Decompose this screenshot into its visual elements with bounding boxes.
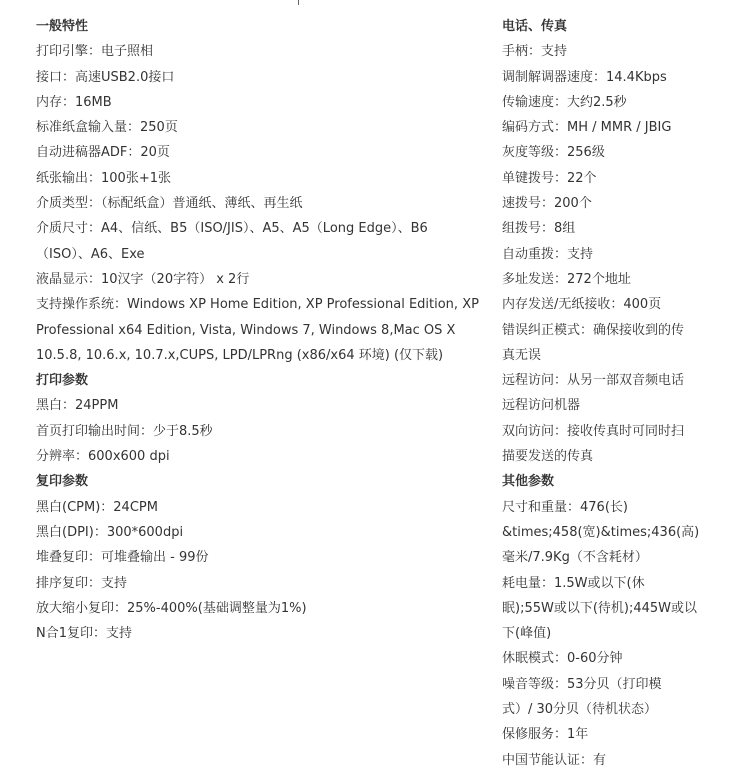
- spec-line: 耗电量：1.5W或以下(休: [502, 575, 645, 591]
- section-heading: 复印参数: [36, 474, 89, 490]
- spec-line: 休眠模式：0-60分钟: [502, 651, 623, 667]
- spec-line: 内存发送/无纸接收：400页: [502, 297, 662, 313]
- spec-line: 速拨号：200个: [502, 196, 592, 212]
- spec-line: 毫米/7.9Kg（不含耗材）: [502, 550, 648, 566]
- spec-line: 排序复印：支持: [36, 575, 128, 591]
- spec-line: 远程访问：从另一部双音频电话: [502, 373, 685, 389]
- section-heading: 一般特性: [36, 19, 89, 34]
- spec-line: &times;458(宽)&times;436(高): [502, 524, 700, 540]
- top-divider-tick: [298, 0, 299, 5]
- spec-line: 首页打印输出时间：少于8.5秒: [36, 423, 213, 439]
- spec-line: 单键拨号：22个: [502, 170, 597, 186]
- spec-line: 支持操作系统：Windows XP Home Edition, XP Professional Edition, XP: [36, 297, 479, 313]
- spec-line: 真无误: [502, 347, 542, 363]
- spec-line: 远程访问机器: [502, 398, 581, 414]
- spec-line: 内存：16MB: [36, 94, 112, 110]
- spec-line: 黑白(DPI)：300*600dpi: [36, 524, 184, 540]
- spec-line: 组拨号：8组: [502, 221, 576, 237]
- spec-line: 分辨率：600x600 dpi: [36, 449, 170, 465]
- spec-line: 双向访问：接收传真时可同时扫: [502, 423, 685, 439]
- spec-line: 式）/ 30分贝（待机状态）: [502, 702, 658, 718]
- spec-line: 打印引擎：电子照相: [36, 44, 154, 60]
- spec-line: 下(峰值): [502, 626, 552, 642]
- spec-line: 堆叠复印：可堆叠输出 - 99份: [36, 550, 209, 566]
- spec-line: N合1复印：支持: [36, 626, 132, 642]
- spec-line: 保修服务：1年: [502, 727, 589, 743]
- spec-line: 自动进稿器ADF：20页: [36, 145, 170, 161]
- spec-line: 编码方式：MH / MMR / JBIG: [502, 120, 672, 136]
- spec-line: 错误纠正模式：确保接收到的传: [502, 322, 685, 338]
- spec-line: 多址发送：272个地址: [502, 271, 631, 287]
- spec-line: 灰度等级：256级: [502, 145, 605, 161]
- spec-line: 液晶显示：10汉字（20字符） x 2行: [36, 271, 250, 287]
- spec-line: 调制解调器速度：14.4Kbps: [502, 69, 667, 85]
- spec-line: 标准纸盒输入量：250页: [36, 120, 178, 136]
- spec-line: 自动重拨：支持: [502, 246, 594, 262]
- spec-line: 接口：高速USB2.0接口: [36, 69, 175, 85]
- spec-line: 尺寸和重量：476(长): [502, 499, 628, 515]
- section-heading: 打印参数: [36, 373, 89, 389]
- spec-line: 10.5.8, 10.6.x, 10.7.x,CUPS, LPD/LPRng (x86/x64 环境) (仅下载): [36, 347, 444, 363]
- spec-line: Professional x64 Edition, Vista, Windows 7, Windows 8,Mac OS X: [36, 322, 456, 338]
- spec-line: 噪音等级：53分贝（打印模: [502, 676, 662, 692]
- spec-line: 介质尺寸：A4、信纸、B5（ISO/JIS）、A5、A5（Long Edge）、B6: [36, 221, 428, 237]
- spec-line: 放大缩小复印：25%-400%(基础调整量为1%): [36, 600, 307, 616]
- right-spec-column: [502, 14, 708, 773]
- spec-line: 中国节能认证：有: [502, 752, 607, 768]
- spec-line: 描要发送的传真: [502, 449, 594, 465]
- spec-line: （ISO）、A6、Exe: [36, 246, 145, 262]
- spec-line: 介质类型：（标配纸盒）普通纸、薄纸、再生纸: [36, 196, 303, 212]
- spec-line: 传输速度：大约2.5秒: [502, 94, 627, 110]
- section-heading: 其他参数: [502, 474, 555, 490]
- spec-line: 纸张输出：100张+1张: [36, 170, 171, 186]
- spec-line: 眠);55W或以下(待机);445W或以: [502, 600, 698, 616]
- spec-line: 黑白(CPM)：24CPM: [36, 499, 158, 515]
- spec-line: 手柄：支持: [502, 44, 568, 60]
- left-spec-column: [36, 14, 502, 646]
- section-heading: 电话、传真: [502, 19, 568, 34]
- spec-line: 黑白：24PPM: [36, 398, 119, 414]
